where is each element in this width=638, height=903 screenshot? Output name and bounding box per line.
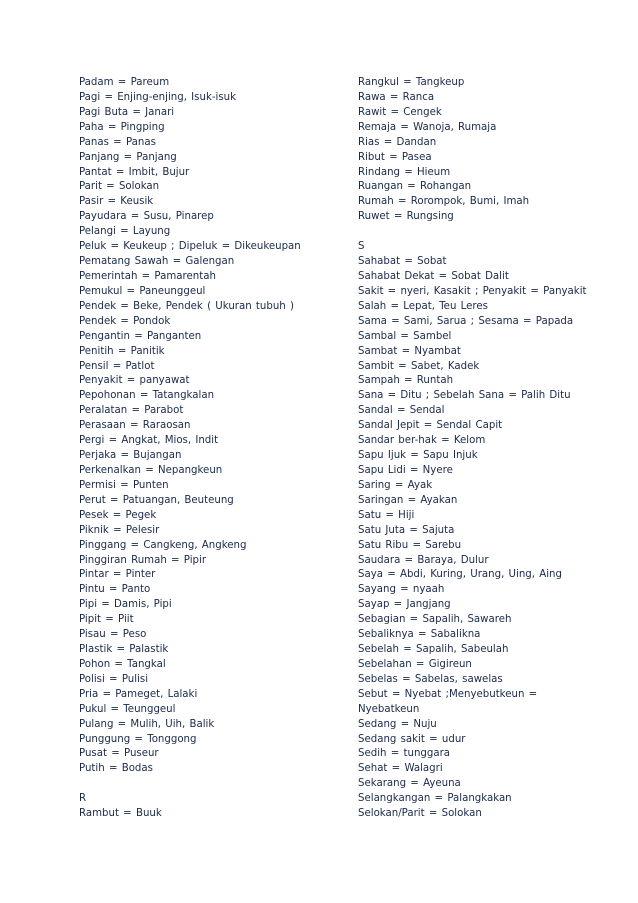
dictionary-entry: Panas = Panas — [79, 136, 156, 148]
dictionary-entry: Pusat = Puseur — [79, 748, 159, 760]
dictionary-entry: Rawit = Cengek — [358, 106, 442, 118]
dictionary-entry: Penitih = Panitik — [79, 345, 165, 357]
dictionary-entry: Pesek = Pegek — [79, 509, 157, 521]
dictionary-entry: Pensil = Patlot — [79, 360, 155, 372]
dictionary-entry: Saring = Ayak — [358, 479, 433, 491]
dictionary-entry: Pukul = Teunggeul — [79, 703, 176, 715]
dictionary-entry: Sebelah = Sapalih, Sabeulah — [358, 644, 509, 656]
dictionary-entry: Sapu Lidi = Nyere — [358, 464, 453, 476]
section-letter: S — [358, 241, 365, 253]
dictionary-entry: Pintu = Panto — [79, 584, 151, 596]
dictionary-entry: Piknik = Pelesir — [79, 524, 160, 536]
section-letter: R — [79, 793, 87, 805]
dictionary-entry: Pohon = Tangkal — [79, 658, 166, 670]
dictionary-entry: Pelangi = Layung — [79, 226, 171, 238]
dictionary-entry: Payudara = Susu, Pinarep — [79, 211, 214, 223]
dictionary-entry: Ruwet = Rungsing — [358, 211, 454, 223]
blank-line — [358, 225, 620, 240]
dictionary-entry: Sambal = Sambel — [358, 330, 452, 342]
dictionary-entry: Sedih = tunggara — [358, 748, 451, 760]
dictionary-entry: Pasir = Keusik — [79, 196, 154, 208]
dictionary-entry: Pipi = Damis, Pipi — [79, 599, 172, 611]
dictionary-entry: Sama = Sami, Sarua ; Sesama = Papada — [358, 315, 574, 327]
dictionary-entry: Perkenalkan = Nepangkeun — [79, 464, 223, 476]
dictionary-entry: Pergi = Angkat, Mios, Indit — [79, 435, 219, 447]
dictionary-entry: Sehat = Walagri — [358, 763, 443, 775]
dictionary-entry: Plastik = Palastik — [79, 644, 169, 656]
dictionary-entry: Selokan/Parit = Solokan — [358, 808, 482, 820]
dictionary-entry: Sahabat = Sobat — [358, 256, 447, 268]
dictionary-entry: Saudara = Baraya, Dulur — [358, 554, 489, 566]
dictionary-entry: Rindang = Hieum — [358, 166, 451, 178]
dictionary-entry: Remaja = Wanoja, Rumaja — [358, 121, 497, 133]
dictionary-entry: Pria = Pameget, Lalaki — [79, 688, 198, 700]
dictionary-entry: Pagi = Enjing-enjing, Isuk-isuk — [79, 91, 237, 103]
dictionary-entry: Sahabat Dekat = Sobat Dalit — [358, 270, 509, 282]
dictionary-entry: Satu Ribu = Sarebu — [358, 539, 462, 551]
dictionary-entry: Polisi = Pulisi — [79, 673, 149, 685]
dictionary-entry: Pisau = Peso — [79, 629, 147, 641]
dictionary-entry: Punggung = Tonggong — [79, 733, 197, 745]
dictionary-entry: Ribut = Pasea — [358, 151, 432, 163]
dictionary-entry: Sebaliknya = Sabalikna — [358, 629, 481, 641]
dictionary-entry: Sayang = nyaah — [358, 584, 445, 596]
dictionary-entry: Pemerintah = Pamarentah — [79, 270, 216, 282]
dictionary-entry: Rumah = Rorompok, Bumi, Imah — [358, 196, 530, 208]
dictionary-entry: Salah = Lepat, Teu Leres — [358, 300, 488, 312]
dictionary-entry: Pagi Buta = Janari — [79, 106, 175, 118]
dictionary-entry: Sana = Ditu ; Sebelah Sana = Palih Ditu — [358, 390, 571, 402]
dictionary-entry: Pinggiran Rumah = Pipir — [79, 554, 207, 566]
dictionary-entry: Rangkul = Tangkeup — [358, 77, 465, 88]
dictionary-entry: Sapu Ijuk = Sapu Injuk — [358, 450, 478, 462]
dictionary-entry: Panjang = Panjang — [79, 151, 177, 163]
dictionary-entry: Sambit = Sabet, Kadek — [358, 360, 480, 372]
dictionary-entry: Pulang = Mulih, Uih, Balik — [79, 718, 215, 730]
dictionary-entry: Parit = Solokan — [79, 181, 160, 193]
left-column — [79, 76, 349, 822]
blank-line — [79, 777, 349, 792]
dictionary-entry: Sebut = Nyebat ;Menyebutkeun = — [358, 688, 538, 700]
dictionary-entry: Pantat = Imbit, Bujur — [79, 166, 190, 178]
dictionary-entry: Sayap = Jangjang — [358, 599, 451, 611]
dictionary-entry: Putih = Bodas — [79, 763, 153, 775]
dictionary-entry: Perut = Patuangan, Beuteung — [79, 494, 234, 506]
dictionary-entry: Sebelahan = Gigireun — [358, 658, 472, 670]
dictionary-entry: Saringan = Ayakan — [358, 494, 458, 506]
dictionary-entry: Pemukul = Paneunggeul — [79, 285, 206, 297]
dictionary-entry: Sandal = Sendal — [358, 405, 445, 417]
dictionary-entry: Selangkangan = Palangkakan — [358, 793, 512, 805]
dictionary-entry: Sampah = Runtah — [358, 375, 454, 387]
dictionary-entry: Perjaka = Bujangan — [79, 450, 182, 462]
dictionary-entry: Sedang = Nuju — [358, 718, 437, 730]
dictionary-entry: Rias = Dandan — [358, 136, 437, 148]
dictionary-entry: Pendek = Beke, Pendek ( Ukuran tubuh ) — [79, 300, 294, 312]
dictionary-entry: Pendek = Pondok — [79, 315, 171, 327]
dictionary-entry: Saya = Abdi, Kuring, Urang, Uing, Aing — [358, 569, 562, 581]
dictionary-entry: Sandal Jepit = Sendal Capit — [358, 420, 503, 432]
dictionary-entry: Padam = Pareum — [79, 77, 170, 88]
dictionary-entry: Nyebatkeun — [358, 703, 420, 715]
dictionary-entry: Ruangan = Rohangan — [358, 181, 472, 193]
dictionary-entry: Sambat = Nyambat — [358, 345, 461, 357]
dictionary-entry: Sebelas = Sabelas, sawelas — [358, 673, 503, 685]
dictionary-entry: Satu Juta = Sajuta — [358, 524, 455, 536]
dictionary-entry: Permisi = Punten — [79, 479, 169, 491]
dictionary-entry: Pepohonan = Tatangkalan — [79, 390, 215, 402]
dictionary-entry: Pinggang = Cangkeng, Angkeng — [79, 539, 247, 551]
dictionary-entry: Satu = Hiji — [358, 509, 415, 521]
dictionary-entry: Pintar = Pinter — [79, 569, 156, 581]
dictionary-entry: Pengantin = Panganten — [79, 330, 202, 342]
dictionary-entry: Sakit = nyeri, Kasakit ; Penyakit = Panyakit — [358, 285, 587, 297]
dictionary-entry: Peluk = Keukeup ; Dipeluk = Dikeukeupan — [79, 241, 301, 253]
dictionary-entry: Sekarang = Ayeuna — [358, 778, 461, 790]
dictionary-entry: Paha = Pingping — [79, 121, 165, 133]
dictionary-entry: Pipit = Piit — [79, 614, 134, 626]
dictionary-entry: Sandar ber-hak = Kelom — [358, 435, 486, 447]
dictionary-entry: Perasaan = Raraosan — [79, 420, 191, 432]
dictionary-entry: Sebagian = Sapalih, Sawareh — [358, 614, 512, 626]
dictionary-entry: Sedang sakit = udur — [358, 733, 466, 745]
dictionary-entry: Peralatan = Parabot — [79, 405, 184, 417]
dictionary-entry: Pematang Sawah = Galengan — [79, 256, 235, 268]
dictionary-entry: Rambut = Buuk — [79, 808, 162, 820]
dictionary-entry: Penyakit = panyawat — [79, 375, 190, 387]
dictionary-entry: Rawa = Ranca — [358, 91, 435, 103]
right-column — [358, 76, 620, 822]
